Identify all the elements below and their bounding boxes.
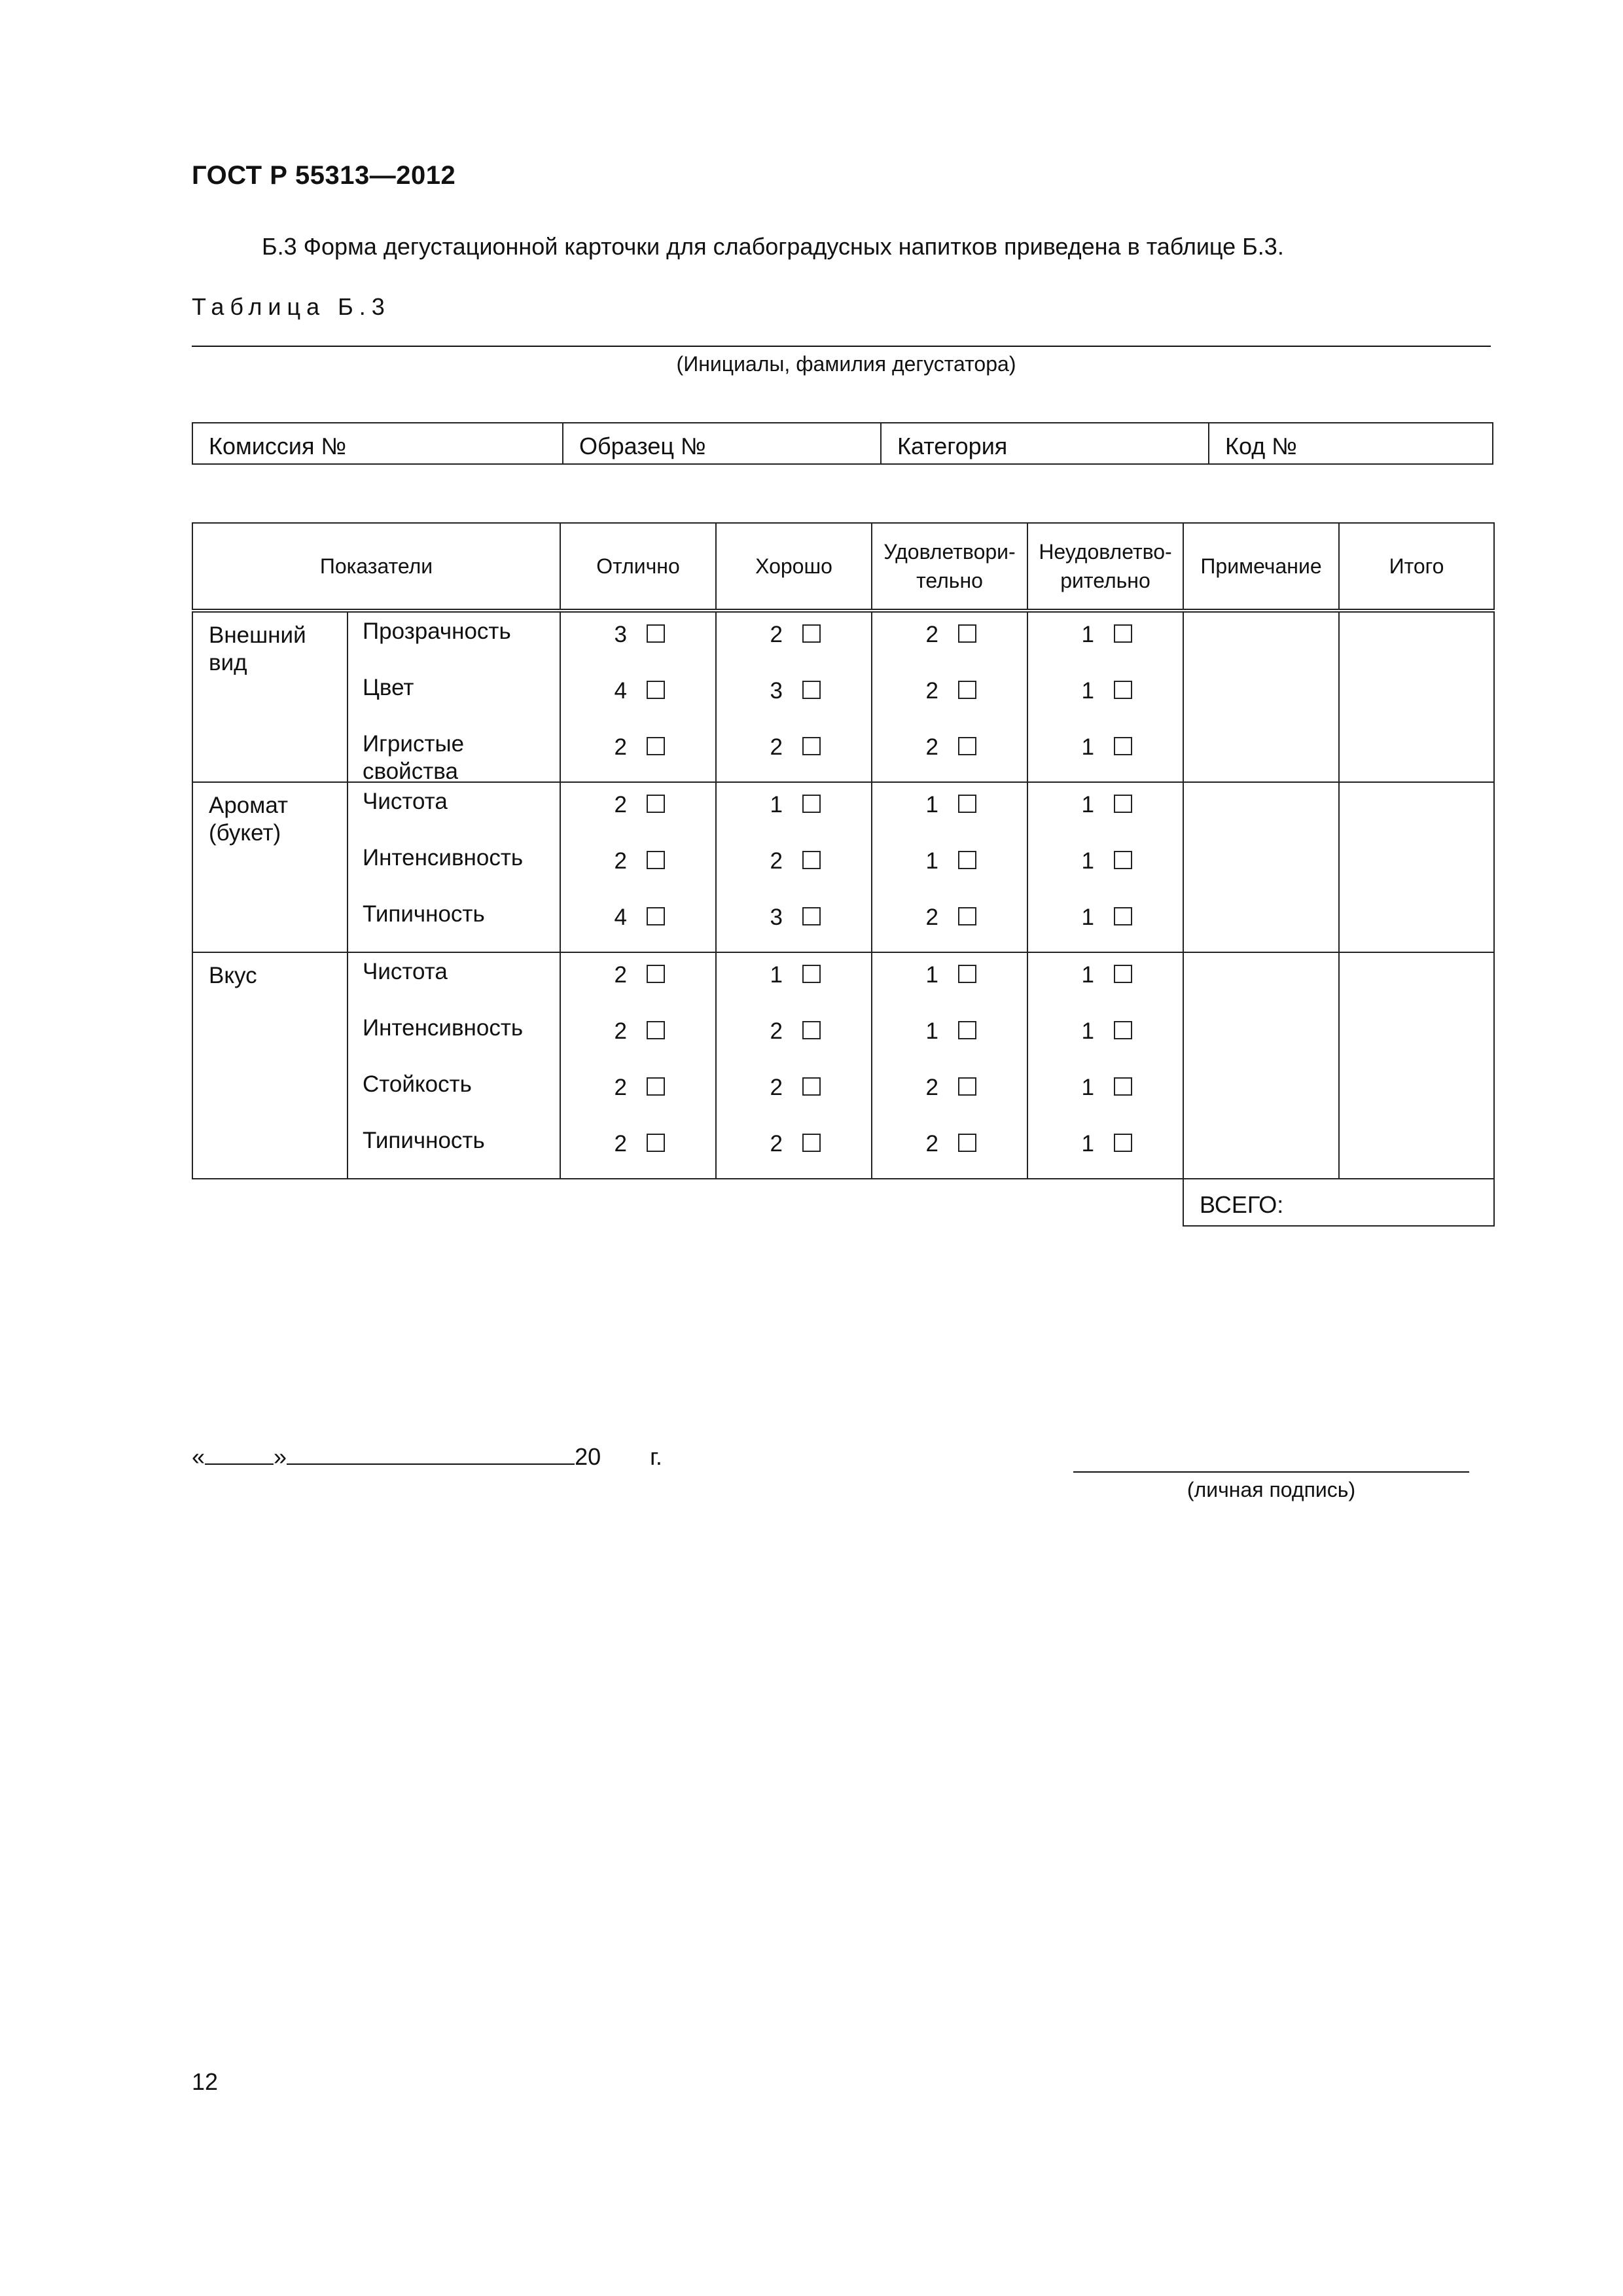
commission-field[interactable]: Комиссия № (192, 423, 563, 464)
score-option[interactable] (717, 895, 871, 952)
score-value: 2 (614, 792, 627, 817)
score-value: 2 (614, 1018, 627, 1044)
score-option[interactable] (872, 895, 1027, 952)
score-checkbox[interactable] (958, 624, 976, 643)
grand-total-field[interactable]: ВСЕГО: (1183, 1179, 1494, 1226)
score-value: 2 (770, 734, 783, 760)
header-total: Итого (1339, 523, 1494, 611)
score-column (1027, 782, 1183, 952)
score-option[interactable] (872, 1066, 1027, 1122)
score-checkbox[interactable] (802, 965, 821, 983)
score-option[interactable] (561, 613, 715, 669)
tasting-card-table (192, 522, 1495, 1227)
score-value: 2 (925, 622, 938, 647)
header-excellent: Отлично (560, 523, 716, 611)
header-good: Хорошо (716, 523, 872, 611)
score-value: 2 (770, 622, 783, 647)
score-option[interactable] (1028, 839, 1183, 895)
page-number: 12 (192, 2068, 219, 2095)
indicator-label: Чистота (363, 959, 448, 984)
table-caption: Таблица Б.3 (192, 293, 391, 320)
indicator-list (348, 782, 560, 952)
score-value: 2 (614, 1075, 627, 1100)
score-checkbox[interactable] (958, 737, 976, 755)
score-option[interactable] (717, 1066, 871, 1122)
score-checkbox[interactable] (1114, 1134, 1132, 1152)
score-checkbox[interactable] (958, 1134, 976, 1152)
score-checkbox[interactable] (1114, 681, 1132, 699)
indicator-label: Чистота (363, 789, 448, 814)
score-option[interactable] (1028, 1009, 1183, 1066)
score-checkbox[interactable] (647, 1077, 665, 1096)
group-name: Вкус (192, 952, 348, 1179)
score-option[interactable] (561, 839, 715, 895)
score-value: 2 (925, 1075, 938, 1100)
score-checkbox[interactable] (958, 795, 976, 813)
score-checkbox[interactable] (1114, 737, 1132, 755)
score-checkbox[interactable] (1114, 1021, 1132, 1039)
score-option[interactable] (717, 783, 871, 839)
score-column (716, 782, 872, 952)
score-option[interactable] (561, 895, 715, 952)
score-checkbox[interactable] (647, 795, 665, 813)
score-option[interactable] (1028, 613, 1183, 669)
score-value: 1 (925, 792, 938, 817)
score-checkbox[interactable] (802, 1077, 821, 1096)
score-value: 2 (614, 848, 627, 874)
score-value: 3 (770, 678, 783, 704)
score-option[interactable] (1028, 895, 1183, 952)
score-option[interactable] (872, 1122, 1027, 1178)
score-checkbox[interactable] (1114, 965, 1132, 983)
group-row (192, 611, 1494, 782)
date-line: « » 20 г. (192, 1443, 662, 1470)
indicator-label: Типичность (363, 901, 485, 927)
score-option[interactable] (872, 669, 1027, 725)
header-note: Примечание (1183, 523, 1339, 611)
score-value: 1 (1081, 848, 1094, 874)
score-value: 1 (1081, 962, 1094, 988)
score-checkbox[interactable] (802, 1021, 821, 1039)
score-option[interactable] (1028, 725, 1183, 781)
signature-caption: (личная подпись) (1186, 1478, 1356, 1501)
score-value: 1 (770, 962, 783, 988)
document-title: ГОСТ Р 55313—2012 (192, 161, 456, 190)
score-column (560, 952, 716, 1179)
score-option[interactable] (872, 1009, 1027, 1066)
score-column (716, 611, 872, 782)
sample-info-table (192, 422, 1493, 465)
score-option[interactable] (717, 953, 871, 1009)
score-option[interactable] (561, 1122, 715, 1178)
score-checkbox[interactable] (958, 965, 976, 983)
score-column (872, 782, 1027, 952)
code-field[interactable]: Код № (1209, 423, 1493, 464)
group-row (192, 782, 1494, 952)
score-checkbox[interactable] (802, 795, 821, 813)
score-checkbox[interactable] (958, 907, 976, 925)
score-option[interactable] (561, 725, 715, 781)
score-value: 2 (770, 1131, 783, 1157)
header-indicators: Показатели (192, 523, 560, 611)
group-name: Аромат (букет) (192, 782, 348, 952)
indicator-label: Интенсивность (363, 845, 524, 870)
score-value: 2 (925, 734, 938, 760)
score-option[interactable] (872, 839, 1027, 895)
score-column (560, 611, 716, 782)
score-option[interactable] (1028, 1066, 1183, 1122)
indicator-label: Цвет (363, 675, 414, 700)
score-value: 4 (614, 678, 627, 704)
score-checkbox[interactable] (802, 851, 821, 869)
score-value: 3 (614, 622, 627, 647)
score-value: 2 (614, 962, 627, 988)
score-value: 2 (614, 1131, 627, 1157)
note-cell[interactable] (1183, 782, 1339, 952)
score-value: 4 (614, 905, 627, 930)
score-checkbox[interactable] (1114, 851, 1132, 869)
indicator-label: Стойкость (363, 1071, 472, 1097)
indicator-label: Игристые свойства (363, 731, 465, 784)
score-option[interactable] (717, 839, 871, 895)
score-checkbox[interactable] (647, 851, 665, 869)
score-checkbox[interactable] (1114, 624, 1132, 643)
score-checkbox[interactable] (647, 1021, 665, 1039)
score-option[interactable] (872, 953, 1027, 1009)
score-checkbox[interactable] (1114, 795, 1132, 813)
score-checkbox[interactable] (802, 737, 821, 755)
total-cell[interactable] (1339, 952, 1494, 1179)
score-option[interactable] (561, 1066, 715, 1122)
score-checkbox[interactable] (647, 681, 665, 699)
score-value: 2 (770, 1075, 783, 1100)
score-column (1027, 952, 1183, 1179)
score-column (1027, 611, 1183, 782)
score-value: 2 (925, 905, 938, 930)
score-column (716, 952, 872, 1179)
score-value: 1 (1081, 1075, 1094, 1100)
score-value: 1 (1081, 905, 1094, 930)
score-checkbox[interactable] (1114, 907, 1132, 925)
taster-name-line[interactable] (192, 346, 1491, 347)
group-name: Внешний вид (192, 611, 348, 782)
score-option[interactable] (717, 669, 871, 725)
score-value: 1 (925, 1018, 938, 1044)
score-option[interactable] (717, 1122, 871, 1178)
score-checkbox[interactable] (647, 907, 665, 925)
total-cell[interactable] (1339, 782, 1494, 952)
score-option[interactable] (561, 783, 715, 839)
score-checkbox[interactable] (802, 907, 821, 925)
header-satisfactory: Удовлетвори- тельно (872, 523, 1027, 611)
score-column (560, 782, 716, 952)
score-value: 1 (1081, 792, 1094, 817)
score-checkbox[interactable] (647, 624, 665, 643)
score-value: 1 (925, 848, 938, 874)
taster-caption: (Инициалы, фамилия дегустатора) (676, 352, 1016, 376)
score-value: 2 (925, 678, 938, 704)
total-cell[interactable] (1339, 611, 1494, 782)
score-option[interactable] (1028, 953, 1183, 1009)
score-value: 2 (925, 1131, 938, 1157)
score-checkbox[interactable] (958, 1021, 976, 1039)
score-value: 3 (770, 905, 783, 930)
score-option[interactable] (561, 953, 715, 1009)
score-checkbox[interactable] (1114, 1077, 1132, 1096)
header-unsatisfactory: Неудовлетво- рительно (1027, 523, 1183, 611)
score-checkbox[interactable] (958, 681, 976, 699)
score-option[interactable] (872, 783, 1027, 839)
score-option[interactable] (717, 725, 871, 781)
indicator-label: Интенсивность (363, 1015, 524, 1041)
score-option[interactable] (1028, 783, 1183, 839)
score-value: 2 (770, 848, 783, 874)
score-checkbox[interactable] (802, 681, 821, 699)
total-row (192, 1179, 1494, 1226)
score-option[interactable] (1028, 1122, 1183, 1178)
score-checkbox[interactable] (647, 965, 665, 983)
score-checkbox[interactable] (647, 1134, 665, 1152)
score-value: 2 (614, 734, 627, 760)
score-option[interactable] (561, 1009, 715, 1066)
score-value: 1 (1081, 1131, 1094, 1157)
score-column (872, 952, 1027, 1179)
score-value: 1 (1081, 622, 1094, 647)
header-row (192, 523, 1494, 611)
score-checkbox[interactable] (802, 1134, 821, 1152)
score-value: 1 (1081, 1018, 1094, 1044)
score-checkbox[interactable] (647, 737, 665, 755)
month-blank[interactable] (287, 1444, 575, 1465)
score-checkbox[interactable] (958, 1077, 976, 1096)
signature-line[interactable] (1073, 1471, 1469, 1473)
category-field[interactable]: Категория (881, 423, 1209, 464)
note-cell[interactable] (1183, 611, 1339, 782)
indicator-list (348, 952, 560, 1179)
note-cell[interactable] (1183, 952, 1339, 1179)
score-option[interactable] (561, 669, 715, 725)
score-value: 1 (770, 792, 783, 817)
day-blank[interactable] (205, 1444, 274, 1465)
intro-paragraph: Б.3 Форма дегустационной карточки для слабоградусных напитков приведена в таблице Б.3. (262, 233, 1284, 260)
score-value: 2 (770, 1018, 783, 1044)
group-row (192, 952, 1494, 1179)
indicator-label: Прозрачность (363, 619, 511, 644)
indicator-label: Типичность (363, 1128, 485, 1153)
score-option[interactable] (717, 613, 871, 669)
score-option[interactable] (1028, 669, 1183, 725)
score-checkbox[interactable] (958, 851, 976, 869)
score-option[interactable] (872, 613, 1027, 669)
score-column (872, 611, 1027, 782)
sample-field[interactable]: Образец № (563, 423, 881, 464)
score-checkbox[interactable] (802, 624, 821, 643)
score-option[interactable] (717, 1009, 871, 1066)
score-value: 1 (1081, 734, 1094, 760)
score-option[interactable] (872, 725, 1027, 781)
score-value: 1 (1081, 678, 1094, 704)
indicator-list (348, 611, 560, 782)
score-value: 1 (925, 962, 938, 988)
